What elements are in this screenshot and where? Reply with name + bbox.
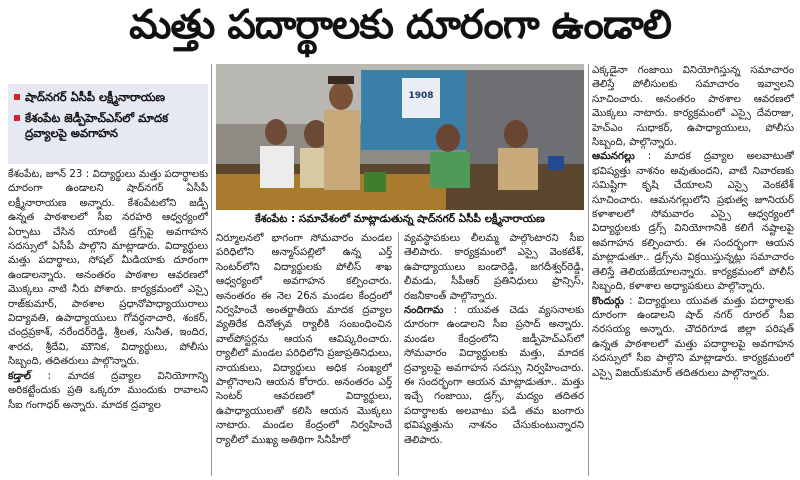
article-paragraph — [404, 304, 584, 448]
highlight-item — [12, 111, 204, 141]
paragraph-text: : మాదక ద్రవ్యాల వినియోగాన్ని అరికట్టేందుకు ప్రతి ఒక్కరూ ముందుకు రావాలని సీఐ గంగాధర్ అన్నారు. మాదక ద్రవ్యాల — [8, 370, 208, 411]
highlight-item — [12, 90, 204, 105]
article-paragraph — [592, 150, 794, 294]
headline: మత్తు పదార్థాలకు దూరంగా ఉండాలి — [129, 2, 671, 48]
column-divider — [588, 64, 589, 476]
article-column-4 — [592, 64, 794, 476]
paragraph-text: : యువత చెడు వ్యసనాలకు దూరంగా ఉండాలని సీఐ ప్రసాద్ అన్నారు. మండల కేంద్రంలోని జడ్పీహెచ్ఎస్‌లో సోమవారం విద్యార్థులకు మత్తు, మాదక ద్రవ్యాలపై అవగాహన సదస్సు నిర్వహించారు. ఈ సందర్భంగా ఆయన మాట్లాడుతూ.. మత్తు ఇచ్చే గంజాయి, డ్రగ్స్, మద్యం తదితర పదార్థాలకు అలవాటు పడి తమ బంగారు భవిష్యత్తును నాశనం చేసుకుంటున్నారని తెలిపారు. — [404, 305, 584, 446]
article-column-3 — [404, 232, 584, 476]
dateline-label: నందిగామ — [404, 305, 444, 317]
article-paragraph: ఎక్కడైనా గంజాయి వినియోగిస్తున్న సమాచారం తెలిస్తే పోలీసులకు సమాచారం ఇవ్వాలని సూచించారు. అనంతరం పాఠశాల ఆవరణలో మొక్కలు నాటారు. కార్యక్రమంలో ఎస్సై దేవరాజు, హెచ్ఎం సుధాకర్, ఉపాధ్యాయులు, పోలీసు సిబ్బంది, పాల్గొన్నారు. — [592, 65, 794, 149]
photo-caption: కేశంపేట : సమావేశంలో మాట్లాడుతున్న షాద్‌నగర్ ఏసీపీ లక్ష్మీనారాయణ — [255, 213, 545, 225]
highlights-box — [8, 84, 208, 164]
paragraph-text: : మాదక ద్రవ్యాల అలవాటుతో భవిష్యత్తు నాశనం అవుతుందని, వాటి నివారణకు సమిష్టిగా కృషి చేయాలని ఎస్సై వెంకటేశ్ సూచించారు. ఆమనగల్లులోని ప్రభుత్వ జూనియర్ కళాశాలలో సోమవారం ఎస్సై ఆధ్వర్యంలో విద్యార్థులకు డ్రగ్స్ వినియోగానికి కలిగే నష్టాలపై అవగాహన కల్పించారు. ఈ సందర్భంగా ఆయన మాట్లాడుతూ.. డ్రగ్స్‌ను విక్రయిస్తున్నట్లు సమాచారం తెలిస్తే తెలియజేయాలన్నారు. కార్యక్రమంలో పోలీస్ సిబ్బంది, కళాశాల అధ్యాపకులు పాల్గొన్నారు. — [592, 151, 794, 293]
article-column-2 — [216, 232, 392, 476]
article-paragraph — [8, 370, 208, 413]
paragraph-text: : విద్యార్థులు యువత మత్తు పదార్థాలకు దూరంగా ఉండాలని షాద్ నగర్ రూరల్ సీఐ నరసయ్య అన్నారు. చౌదరిగూడ జిల్లా పరిషత్ ఉన్నత పాఠశాలలో మత్తు పదార్థాలపై అవగాహన సదస్సులో సీఐ పాల్గొని మాట్లాడారు. కార్యక్రమంలో ఎస్సై విజయ్‌కుమార్ తదితరులు పాల్గొన్నారు. — [592, 295, 794, 379]
highlight-text: కేశంపేట జెడ్పీహెచ్ఎస్‌లో మాదక ద్రవ్యాలపై అవగాహన — [25, 111, 169, 140]
dateline-label: కొందుర్గు — [592, 295, 624, 307]
dateline-label: కడ్తాల్ — [8, 370, 31, 382]
bullet-icon — [14, 115, 20, 121]
column-divider — [211, 64, 212, 476]
article-paragraph: నిర్మూలనలో భాగంగా సోమవారం మండల పరిధిలోని అన్మాస్‌పల్లిలో ఉన్న ఎర్త్ సెంటర్‌లోని విద్యార్థులకు పోలీస్ శాఖ ఆధ్వర్యంలో అవగాహన కల్పించారు. అనంతరం ఈ నెల 26న మండల కేంద్రంలో నిర్వహించే అంతర్జాతీయ మాదక ద్రవ్యాల వ్యతిరేక దినోత్సవ ర్యాలీకి సంబంధించిన వాల్‌పోస్టర్లను ఆయన ఆవిష్కరించారు. ర్యాలీలో మండల పరిధిలోని ప్రజాప్రతినిధులు, నాయకులు, విద్యార్థులు అధిక సంఖ్యలో పాల్గొనాలని ఆయన కోరారు. అనంతరం ఎర్త్ సెంటర్ ఆవరణలో విద్యార్థులు, ఉపాధ్యాయులతో కలిసి ఆయన మొక్కలు నాటారు. మండల కేంద్రంలో నిర్వహించే ర్యాలీలో ముఖ్య అతిథిగా సినీహీరో — [216, 233, 392, 446]
article-paragraph: వ్యవస్థాపకులు లీలమ్మ పాల్గొంటారని సీఐ తెలిపారు. కార్యక్రమంలో ఎస్సై వెంకటేశ్‌, ఉపాధ్యాయులు బండారెడ్డి, జగదీశ్వర్‌రెడ్డి, లీమడు, సీపీఆర్ ప్రతినిధులు ఫ్రాన్సిస్, రజనీకాంత్ పాల్గొన్నారు. — [404, 233, 584, 302]
highlight-text: షాద్‌నగర్ ఏసీపీ లక్ష్మీనారాయణ — [25, 90, 166, 104]
article-paragraph — [592, 295, 794, 381]
column-divider — [398, 232, 399, 476]
bullet-icon — [14, 94, 20, 100]
article-paragraph: కేశంపేట, జూన్ 23 : విద్యార్థులు మత్తు పదార్థాలకు దూరంగా ఉండాలని షాద్‌నగర్ ఏసీపీ లక్ష్మీనారాయణ అన్నారు. కేశంపేటలోని జడ్పీ ఉన్నత పాఠశాలలో సీఐ నరహరి ఆధ్వర్యంలో ఏర్పాటు చేసిన యాంటీ డ్రగ్స్‌పై అవగాహన సదస్సులో ఏసీపీ పాల్గొని మాట్లాడారు. విద్యార్థులు మత్తు పదార్థాలు, సోషల్ మీడియాకు దూరంగా ఉండాలన్నారు. అనంతరం పాఠశాల ఆవరణలో మొక్కలు నాటి నీరు పోశారు. కార్యక్రమంలో ఎస్సై రాజ్‌కుమార్, పాఠశాల ప్రధానోపాధ్యాయురాలు విద్యావతి, ఉపాధ్యాయులు గోవర్ధనాచారి, శంకర్, చంద్రప్రకాశ్, నరేందర్‌రెడ్డి, శ్రీలత, సునీత, ఇందిర, శారద, శ్రీదేవి, మౌనిక, విద్యార్థులు, పోలీసు సిబ్బంది, తదితరులు పాల్గొన్నారు. — [8, 169, 208, 368]
board-number: 1908 — [408, 91, 434, 101]
news-photo-image — [216, 64, 584, 210]
article-column-1 — [8, 168, 208, 474]
dateline-label: ఆమనగల్లు — [592, 151, 635, 163]
news-photo — [216, 64, 584, 210]
